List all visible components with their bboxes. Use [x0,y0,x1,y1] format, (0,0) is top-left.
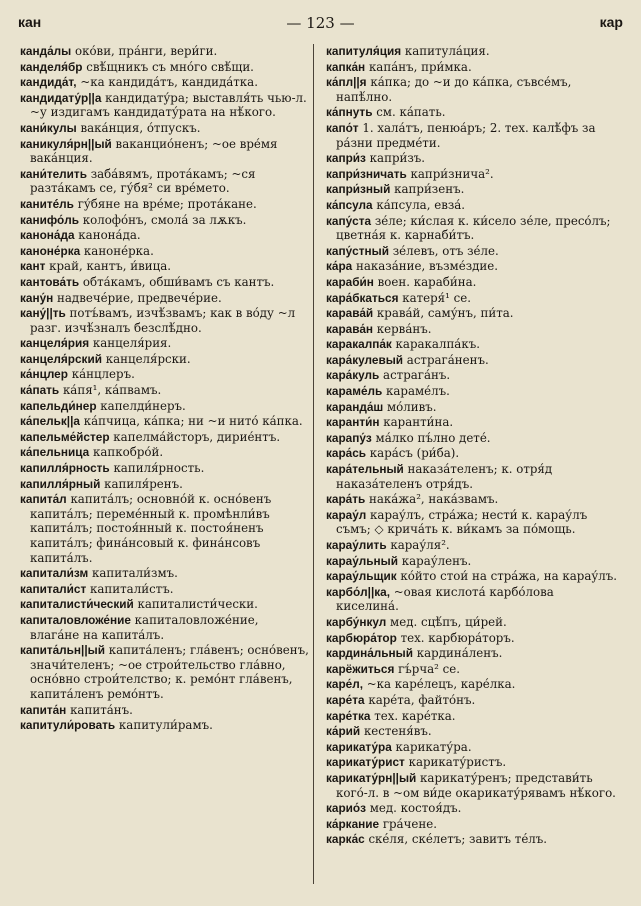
entry-headword: кара́тельный [326,462,404,477]
entry-headword: капиталисти́ческий [20,597,134,612]
entry-definition: заба́вямъ, прота́камъ; ~ся разта́камъ се, гу́бя² си вре́мето. [30,166,256,196]
dictionary-entry [20,718,310,733]
entry-definition: капиталовложе́ние, влага́не на капита́лъ. [30,612,259,642]
entry-definition: канона́да. [78,228,141,243]
dictionary-entry [326,121,618,150]
entry-definition: капиля́ренъ. [104,476,183,491]
dictionary-entry [20,259,310,274]
dictionary-entry [20,75,310,90]
dictionary-entry [20,336,310,351]
dictionary-entry [326,462,618,491]
entry-definition: гра́чене. [382,816,437,831]
entry-headword: каноне́рка [20,243,81,258]
dictionary-entry [326,244,618,259]
dictionary-entry [326,631,618,646]
dictionary-entry [326,569,618,584]
entry-definition: гу́бяне на вре́ме; прота́кане. [77,196,257,211]
entry-definition: крава́й, саму́нъ, пи́та. [376,306,514,321]
entry-definition: карикату́ра. [395,739,472,754]
entry-headword: карау́лить [326,538,387,552]
entry-headword: капита́л [20,492,67,507]
entry-definition: капри́зенъ. [394,182,465,197]
entry-definition: капитали́стъ. [90,581,174,596]
entry-definition: каранти́на. [383,415,454,430]
entry-headword: кара́куль [326,368,380,383]
entry-headword: ка́пнуть [326,105,373,120]
entry-headword: кандидату́р||а [20,90,102,105]
entry-definition: капитула́ция. [404,44,490,58]
entry-definition: см. ка́пать. [376,105,446,120]
dictionary-entry [20,477,310,492]
dictionary-entry [20,291,310,306]
dictionary-entry [326,817,618,832]
entry-definition: мед. сцѣ́пъ, ци́рей. [390,614,507,629]
dictionary-entry [326,60,618,75]
dictionary-entry [326,353,618,368]
entry-headword: канда́лы [20,44,72,58]
entry-headword: ка́ра [326,259,353,274]
dictionary-entry [326,554,618,569]
entry-definition: ка́нцлеръ. [71,367,135,382]
entry-headword: карава́н [326,321,374,336]
dictionary-entry [326,755,618,770]
entry-headword: кант [20,259,46,274]
entry-headword: каранти́н [326,415,380,430]
entry-headword: карикату́рн||ый [326,770,417,785]
entry-definition: око́ви, пра́нги, вери́ги. [74,44,218,58]
entry-headword: капита́льн||ый [20,643,105,658]
entry-headword: ка́нцлер [20,367,68,382]
page-number: — 123 — [286,14,355,32]
entry-definition: ка́пка; до ~и до ка́пка, съвсе́мъ, напѣ́лно. [336,75,572,104]
dictionary-entry [20,414,310,429]
dictionary-entry [326,151,618,166]
entry-headword: капо́т [326,120,359,135]
entry-headword: ка́пельк||а [20,414,80,429]
entry-headword: капилля́рность [20,461,110,476]
dictionary-entry [20,352,310,367]
entry-headword: караби́н [326,274,374,289]
entry-headword: карикату́рист [326,755,405,770]
dictionary-entry [20,197,310,212]
entry-definition: мед. костоя́дъ. [369,801,462,816]
entry-headword: ка́псула [326,197,373,212]
entry-definition: капиля́рность. [113,461,205,476]
entry-headword: кардина́льный [326,646,414,661]
entry-definition: кандидату́ра; выставля́ть чью-л. ~у издигамъ кандидату́рата на нѣ́кого. [30,90,307,120]
entry-headword: карау́льный [326,553,398,568]
dictionary-entry [326,415,618,430]
dictionary-entry [20,228,310,243]
dictionary-entry [326,724,618,739]
dictionary-entry [20,60,310,75]
entry-definition: край, кантъ, и́вица. [49,259,171,274]
entry-definition: керва́нъ. [376,321,432,336]
dictionary-entry [326,322,618,337]
dictionary-entry [20,383,310,398]
entry-definition: капри́знича². [410,166,494,181]
dictionary-entry [20,430,310,445]
entry-headword: капри́з [326,151,366,166]
dictionary-entry [326,182,618,197]
left-column [20,44,310,734]
dictionary-entry [326,44,618,59]
dictionary-entry [326,538,618,553]
entry-definition: капри́зъ. [369,151,426,166]
dictionary-entry [326,259,618,274]
entry-definition: каракалпа́къ. [395,337,480,352]
entry-definition: капитули́рамъ. [118,718,213,733]
entry-headword: ка́рий [326,724,361,739]
entry-headword: ка́ркание [326,816,380,831]
entry-headword: кара́кулевый [326,352,404,367]
entry-definition: капиталисти́чески. [137,597,258,612]
dictionary-entry [326,167,618,182]
entry-definition: ка́псула, евза́. [376,197,466,212]
entry-headword: канцеля́рский [20,351,102,366]
entry-headword: каракалпа́к [326,337,392,352]
entry-definition: карикату́ренъ; представи́ть кого́-л. в ~ом ви́де окарикату́рявамъ нѣ́кого. [336,770,616,800]
entry-definition: катеря́¹ се. [402,290,471,305]
dictionary-entry [20,399,310,414]
entry-definition: воен. караби́на. [377,274,477,289]
dictionary-entry [326,615,618,630]
entry-definition: обта́камъ, обши́вамъ съ кантъ. [82,274,275,289]
dictionary-entry [326,585,618,614]
entry-definition: кестеня́въ. [363,724,432,739]
entry-definition: тех. каре́тка. [374,708,456,723]
entry-definition: мо́ливъ. [387,399,437,414]
entry-definition: капита́нъ. [70,702,133,717]
dictionary-entry [20,91,310,120]
entry-definition: ко́йто стои́ на стра́жа, на карау́лъ. [400,569,618,584]
column-divider [313,44,314,884]
entry-definition: капитали́змъ. [91,566,178,581]
entry-headword: карава́й [326,306,374,321]
entry-definition: ма́лко пъ́лно дете́. [375,430,491,445]
entry-headword: карапу́з [326,430,372,445]
entry-definition: зе́ле; ки́слая к. ки́село зе́ле, пресо́лъ; цветна́я к. карнаби́тъ. [336,213,611,243]
entry-headword: канитéль [20,196,74,211]
entry-headword: капита́н [20,702,67,717]
dictionary-entry [20,492,310,565]
entry-headword: карбу́нкул [326,614,387,629]
entry-headword: кани́телить [20,166,87,181]
entry-headword: капельме́йстер [20,429,110,444]
entry-headword: канцеля́рия [20,336,90,351]
entry-definition: карау́лъ, стра́жа; нести́ к. карау́лъ съмъ; ◇ крича́ть к. ви́камъ за по́мощь. [336,507,588,537]
entry-headword: кани́кулы [20,120,77,135]
entry-headword: кара́бкаться [326,290,399,305]
entry-headword: карка́с [326,832,365,847]
entry-definition: ваканцио́ненъ; ~ое вре́мя вака́нция. [30,136,278,166]
entry-definition: каре́та, файто́нъ. [368,692,476,707]
entry-definition: ~ка кандида́тъ, кандида́тка. [80,75,258,90]
dictionary-entry [20,244,310,259]
dictionary-entry [20,137,310,166]
dictionary-entry [20,643,310,701]
guide-word-left: кан [18,14,42,30]
dictionary-entry [326,801,618,816]
entry-definition: канцеля́рски. [105,351,191,366]
dictionary-entry [20,44,310,59]
entry-definition: надвечéрие, предвечéрие. [57,290,222,305]
entry-definition: зе́левъ, отъ зе́ле. [392,243,499,258]
entry-headword: каре́л, [326,677,364,692]
dictionary-entry [326,646,618,661]
entry-definition: ка́пчица, ка́пка; ни ~и нито́ ка́пка. [83,414,303,429]
dictionary-entry [326,771,618,800]
dictionary-entry [20,703,310,718]
dictionary-entry [326,75,618,104]
dictionary-entry [20,613,310,642]
entry-definition: капита́лъ; основно́й к. осно́венъ капита́лъ; переме́нный к. промѣнли́въ капита́лъ; постоя́нный к. постоя́ненъ капита́лъ; фина́нсовый к. фина́нсовъ капита́лъ. [30,492,272,565]
entry-definition: 1. хала́тъ, пенюа́ръ; 2. тех. калѣ́фъ за ра́зни предме́ти. [336,120,596,150]
entry-headword: канона́да [20,228,75,243]
entry-definition: карау́ленъ. [401,553,472,568]
entry-headword: карикату́ра [326,739,392,754]
dictionary-entry [326,400,618,415]
dictionary-entry [326,214,618,243]
entry-definition: наказа́ние, възме́здие. [355,259,498,274]
entry-definition: вака́нция, о́тпускъ. [80,120,201,135]
dictionary-entry [326,492,618,507]
dictionary-entry [20,566,310,581]
entry-headword: каранда́ш [326,399,384,414]
entry-definition: карау́ля². [390,538,450,552]
dictionary-entry [326,337,618,352]
dictionary-entry [326,662,618,677]
entry-definition: наказа́теленъ; к. отря́д наказа́теленъ отря́дъ. [336,462,553,491]
entry-definition: астрага́ненъ. [406,352,489,367]
entry-definition: капелди́неръ. [100,398,186,413]
entry-headword: караме́ль [326,384,383,399]
entry-headword: капу́ста [326,213,372,228]
dictionary-entry [326,368,618,383]
entry-definition: колофо́нъ, смола́ за лѫкъ. [82,212,247,227]
entry-definition: капелма́йсторъ, дирие́нтъ. [113,429,281,444]
dictionary-entry [326,709,618,724]
entry-headword: капри́зничать [326,166,407,181]
entry-definition: ~ка каре́лецъ, каре́лка. [366,677,516,692]
entry-definition: гъ́рча² се. [398,661,460,676]
entry-headword: кану́||ть [20,306,66,321]
dictionary-entry [326,384,618,399]
entry-definition: потъ́вамъ, изчѣ́звамъ; как в во́ду ~л разг. изчѣ́зналъ безслѣ́дно. [30,306,296,335]
entry-headword: капельди́нер [20,398,97,413]
dictionary-entry [20,461,310,476]
entry-definition: тех. карбюра́торъ. [400,630,515,645]
dictionary-entry [20,445,310,460]
entry-headword: ка́пл||я [326,75,367,90]
dictionary-entry [326,740,618,755]
dictionary-entry [326,198,618,213]
entry-definition: капита́ленъ; гла́венъ; осно́венъ, значи́теленъ; ~ое строи́тельство гла́вно, осно́вно строи́телство; к. ремо́нт гла́венъ, капита́ленъ ремо́нтъ. [30,643,309,701]
entry-headword: карау́л [326,507,367,522]
entry-headword: капиталовложе́ние [20,612,131,627]
entry-headword: каре́та [326,692,365,707]
dictionary-entry [20,275,310,290]
entry-headword: канифо́ль [20,212,79,227]
entry-headword: каре́тка [326,708,371,723]
entry-headword: карбюра́тор [326,630,397,645]
dictionary-entry [20,306,310,335]
entry-definition: капкобро́й. [92,445,164,460]
entry-definition: карикату́ристъ. [408,755,507,770]
dictionary-entry [326,291,618,306]
entry-definition: кара́съ (ри́ба). [369,446,460,461]
dictionary-entry [326,832,618,847]
entry-headword: капитали́зм [20,566,89,581]
dictionary-entry [20,167,310,196]
dictionary-entry [326,105,618,120]
entry-definition: караме́лъ. [386,384,450,399]
dictionary-entry [20,213,310,228]
entry-definition: ка́пя¹, ка́пвамъ. [62,383,162,398]
entry-headword: капитуля́ция [326,44,402,58]
entry-headword: капитули́ровать [20,718,116,733]
entry-definition: астрага́нъ. [383,368,451,383]
dictionary-entry [326,677,618,692]
entry-headword: карио́з [326,801,366,816]
entry-definition: кардина́ленъ. [416,646,503,661]
dictionary-entry [20,582,310,597]
dictionary-entry [20,367,310,382]
entry-headword: капка́н [326,59,366,74]
right-column [326,44,618,848]
dictionary-entry [326,431,618,446]
entry-definition: нака́жа², нака́звамъ. [369,492,499,507]
dictionary-entry [326,508,618,537]
dictionary-entry [326,306,618,321]
dictionary-entry [326,446,618,461]
entry-headword: капри́зный [326,182,391,197]
dictionary-entry [20,121,310,136]
dictionary-entry [326,693,618,708]
entry-headword: кантова́ть [20,274,80,289]
dictionary-entry [20,597,310,612]
entry-headword: канделя́бр [20,59,83,74]
entry-headword: кара́ть [326,492,366,507]
entry-definition: свѣ́щникъ съ мно́го свѣ́щи. [86,59,254,74]
entry-headword: капу́стный [326,243,389,258]
entry-headword: капитали́ст [20,581,87,596]
entry-definition: канцеля́рия. [92,336,172,351]
dictionary-entry [326,275,618,290]
entry-headword: кандида́т, [20,75,77,90]
entry-definition: капа́нъ, при́мка. [368,59,472,74]
entry-headword: капилля́рный [20,476,101,491]
entry-definition: ~овая кислота́ карбо́лова киселина́. [336,584,554,614]
entry-headword: кану́н [20,290,54,305]
guide-word-right: кар [599,14,623,30]
entry-headword: ка́пать [20,383,60,398]
entry-headword: карау́льщик [326,569,397,584]
entry-definition: каноне́рка. [83,243,154,258]
entry-headword: кара́сь [326,446,367,461]
entry-headword: каникуля́рн||ый [20,136,112,151]
entry-definition: скéля, скéлетъ; завитъ тéлъ. [368,832,548,847]
entry-headword: карбо́л||ка, [326,584,391,599]
running-head [18,14,623,36]
entry-headword: ка́пельница [20,445,90,460]
entry-headword: карёжиться [326,661,395,676]
